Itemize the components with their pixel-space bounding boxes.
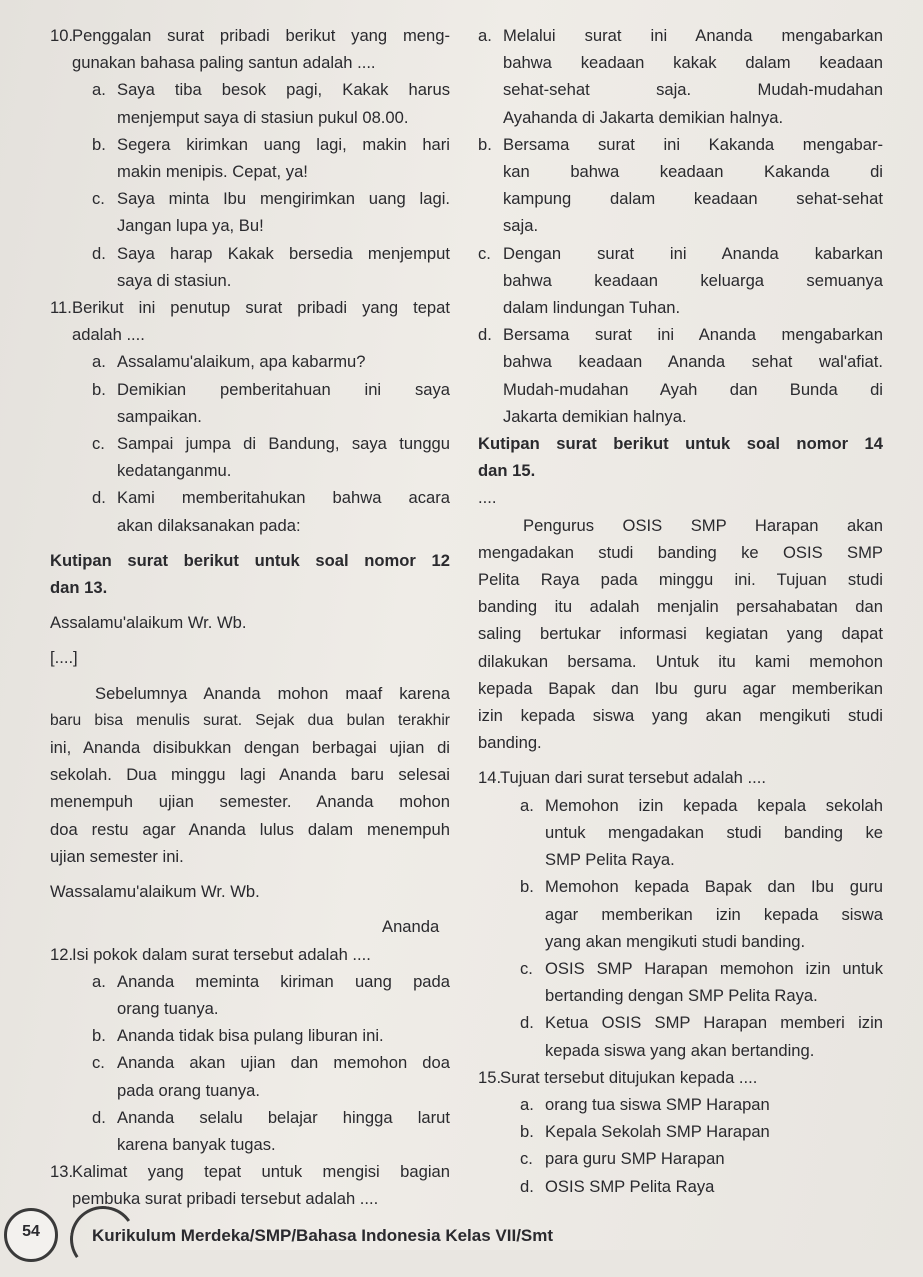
option-d [72, 240, 450, 294]
question-stem-line: Tujuan dari surat tersebut adalah .... [500, 768, 766, 788]
question-stem-line: Surat tersebut ditujukan kepada .... [500, 1067, 758, 1087]
right-column [478, 22, 883, 1200]
option-line: yang akan mengikuti studi banding. [545, 931, 806, 951]
question-stem-line: Penggalan surat pribadi berikut yang meng- [72, 26, 450, 45]
option-line: orang tua siswa SMP Harapan [545, 1094, 770, 1114]
option-c [478, 240, 883, 322]
option-line: Ananda meminta kiriman uang pada [117, 971, 450, 991]
option-d [478, 321, 883, 430]
question-number: 12. [50, 944, 74, 964]
option-letter: b. [92, 1026, 106, 1046]
option-line: Assalamu'alaikum, apa kabarmu? [117, 352, 366, 372]
option-line: Ayahanda di Jakarta demikian halnya. [503, 107, 784, 127]
option-line: menjemput saya di stasiun pukul 08.00. [117, 107, 409, 127]
book-title: Kurikulum Merdeka/SMP/Bahasa Indonesia Kelas VII/Smt [92, 1226, 554, 1245]
option-b [72, 1022, 450, 1049]
option-line: Demikian pemberitahuan ini saya [117, 379, 450, 399]
letter-excerpt [50, 609, 450, 940]
option-letter: d. [92, 488, 106, 508]
option-letter: c. [92, 434, 105, 454]
question-12 [50, 941, 450, 1159]
option-line: Saya tiba besok pagi, Kakak harus [117, 80, 450, 100]
option-line: bertanding dengan SMP Pelita Raya. [545, 986, 818, 1006]
option-line: akan dilaksanakan pada: [117, 515, 301, 535]
option-c [72, 1049, 450, 1103]
option-line: SMP Pelita Raya. [545, 850, 675, 870]
option-line: saja. [503, 216, 539, 236]
letter-excerpt-2 [478, 512, 883, 757]
letter-signature: Ananda [382, 917, 440, 937]
option-line: Segera kirimkan uang lagi, makin hari [117, 134, 450, 154]
option-line: bahwa keadaan keluarga semuanya [503, 270, 883, 290]
option-b [500, 873, 883, 955]
question-number: 13. [50, 1162, 74, 1182]
option-letter: d. [478, 325, 492, 345]
page-number: 54 [4, 1208, 58, 1262]
question-number: 10. [50, 26, 74, 45]
option-b [72, 131, 450, 185]
question-number: 11. [50, 298, 72, 318]
option-line: para guru SMP Harapan [545, 1149, 725, 1169]
option-line: OSIS SMP Harapan memohon izin untuk [545, 958, 883, 978]
option-line: Jakarta demikian halnya. [503, 406, 687, 426]
letter-closing: Wassalamu'alaikum Wr. Wb. [50, 882, 260, 902]
option-line: untuk mengadakan studi banding ke [545, 822, 883, 842]
option-letter: b. [520, 1122, 534, 1142]
option-line: Kepala Sekolah SMP Harapan [545, 1122, 770, 1142]
option-letter: d. [92, 243, 106, 263]
question-number: 14. [478, 768, 502, 788]
option-line: Ananda tidak bisa pulang liburan ini. [117, 1026, 384, 1046]
option-letter: c. [92, 1053, 105, 1073]
excerpt-heading: dan 13. [50, 578, 108, 598]
option-line: orang tuanya. [117, 998, 219, 1018]
letter-body-line: baru bisa menulis surat. Sejak dua bulan terakhir [50, 711, 450, 729]
letter-body-line: ujian semester ini. [50, 846, 184, 866]
letter-blank: [....] [50, 648, 78, 668]
option-line: Saya harap Kakak bersedia menjemput [117, 243, 450, 263]
option-letter: b. [92, 379, 106, 399]
option-b [72, 376, 450, 430]
option-line: Ketua OSIS SMP Harapan memberi izin [545, 1013, 883, 1033]
question-stem-line: Berikut ini penutup surat pribadi yang tepat [72, 298, 450, 318]
option-line: Saya minta Ibu mengirimkan uang lagi. [117, 189, 450, 209]
page-footer [0, 1202, 923, 1250]
option-c [72, 430, 450, 484]
excerpt-heading: Kutipan surat berikut untuk soal nomor 12 [50, 550, 450, 570]
option-a [72, 76, 450, 130]
option-line: sampaikan. [117, 406, 202, 426]
option-b [478, 131, 883, 240]
option-line: sehat-sehat saja. Mudah-mudahan [503, 80, 883, 100]
option-line: Jangan lupa ya, Bu! [117, 216, 264, 236]
option-letter: c. [478, 243, 491, 263]
question-10 [50, 22, 450, 294]
option-letter: a. [520, 1094, 534, 1114]
option-letter: d. [520, 1176, 534, 1196]
option-line: Dengan surat ini Ananda kabarkan [503, 243, 883, 263]
option-a [72, 968, 450, 1022]
option-d [72, 484, 450, 538]
question-number: 15. [478, 1067, 502, 1087]
option-d [500, 1173, 883, 1200]
letter-greeting: Assalamu'alaikum Wr. Wb. [50, 613, 247, 633]
option-line: pada orang tuanya. [117, 1080, 261, 1100]
passage-line: mengadakan studi banding ke OSIS SMP [478, 542, 883, 562]
letter-body-line: sekolah. Dua minggu lagi Ananda baru selesai [50, 765, 450, 785]
option-line: bahwa keadaan kakak dalam keadaan [503, 53, 883, 73]
option-line: Kami memberitahukan bahwa acara [117, 488, 450, 508]
option-a [72, 348, 450, 375]
option-line: Ananda selalu belajar hingga larut [117, 1107, 450, 1127]
option-letter: a. [478, 26, 492, 45]
option-a [500, 1091, 883, 1118]
option-line: Memohon izin kepada kepala sekolah [545, 795, 883, 815]
left-column [50, 22, 450, 1213]
option-a [500, 792, 883, 874]
letter-body-line: ini, Ananda disibukkan dengan berbagai ujian di [50, 738, 450, 758]
option-letter: c. [520, 1149, 533, 1169]
question-14 [478, 764, 883, 1063]
option-letter: a. [520, 795, 534, 815]
letter-body-line: doa restu agar Ananda lulus dalam menempuh [50, 819, 450, 839]
passage-line: banding. [478, 733, 542, 753]
letter-body-line: menempuh ujian semester. Ananda mohon [50, 792, 450, 812]
option-letter: b. [92, 134, 106, 154]
question-stem-line: Kalimat yang tepat untuk mengisi bagian [72, 1162, 450, 1182]
option-letter: d. [520, 1013, 534, 1033]
option-line: Bersama surat ini Ananda mengabarkan [503, 325, 883, 345]
question-stem-line: adalah .... [72, 325, 145, 345]
question-stem-line: gunakan bahasa paling santun adalah .... [72, 53, 376, 73]
option-c [72, 185, 450, 239]
question-11 [50, 294, 450, 539]
passage-line: Pengurus OSIS SMP Harapan akan [523, 515, 883, 535]
passage-line: kepada Bapak dan Ibu guru agar memberikan [478, 678, 883, 698]
passage-line: banding itu adalah menjalin persahabatan dan [478, 597, 883, 617]
option-line: kan bahwa keadaan Kakanda di [503, 162, 883, 182]
option-line: OSIS SMP Pelita Raya [545, 1176, 715, 1196]
option-letter: c. [92, 189, 105, 209]
option-b [500, 1118, 883, 1145]
option-letter: d. [92, 1107, 106, 1127]
option-line: Sampai jumpa di Bandung, saya tunggu [117, 434, 450, 454]
option-line: saya di stasiun. [117, 270, 232, 290]
excerpt-ellipsis: .... [478, 488, 497, 508]
option-d [72, 1104, 450, 1158]
option-letter: b. [520, 877, 534, 897]
option-c [500, 1145, 883, 1172]
option-a [478, 22, 883, 131]
question-stem-line: pembuka surat pribadi tersebut adalah .... [72, 1189, 379, 1209]
passage-line: saling bertukar informasi kegiatan yang dapat [478, 624, 883, 644]
option-line: Melalui surat ini Ananda mengabarkan [503, 26, 883, 45]
option-line: kampung dalam keadaan sehat-sehat [503, 189, 883, 209]
option-line: Mudah-mudahan Ayah dan Bunda di [503, 379, 883, 399]
option-line: Bersama surat ini Kakanda mengabar- [503, 134, 883, 154]
passage-line: dilakukan bersama. Untuk itu kami memohon [478, 651, 883, 671]
option-letter: a. [92, 80, 106, 100]
option-line: agar memberikan izin kepada siswa [545, 904, 883, 924]
letter-body-line: Sebelumnya Ananda mohon maaf karena [95, 683, 450, 703]
option-line: makin menipis. Cepat, ya! [117, 162, 308, 182]
option-c [500, 955, 883, 1009]
excerpt-heading: dan 15. [478, 461, 536, 481]
option-line: dalam lindungan Tuhan. [503, 298, 681, 318]
option-line: bahwa keadaan Ananda sehat wal'afiat. [503, 352, 883, 372]
option-line: kepada siswa yang akan bertanding. [545, 1040, 815, 1060]
option-line: Memohon kepada Bapak dan Ibu guru [545, 877, 883, 897]
question-stem-line: Isi pokok dalam surat tersebut adalah .... [72, 944, 371, 964]
option-line: karena banyak tugas. [117, 1134, 276, 1154]
passage-line: izin kepada siswa yang akan mengikuti studi [478, 706, 883, 726]
excerpt-heading: Kutipan surat berikut untuk soal nomor 14 [478, 434, 883, 454]
question-13-options [478, 22, 883, 430]
question-15 [478, 1064, 883, 1200]
option-line: Ananda akan ujian dan memohon doa [117, 1053, 450, 1073]
option-line: kedatanganmu. [117, 461, 232, 481]
option-letter: a. [92, 352, 106, 372]
option-letter: a. [92, 971, 106, 991]
option-d [500, 1009, 883, 1063]
option-letter: c. [520, 958, 533, 978]
option-letter: b. [478, 134, 492, 154]
passage-line: Pelita Raya pada minggu ini. Tujuan studi [478, 570, 883, 590]
